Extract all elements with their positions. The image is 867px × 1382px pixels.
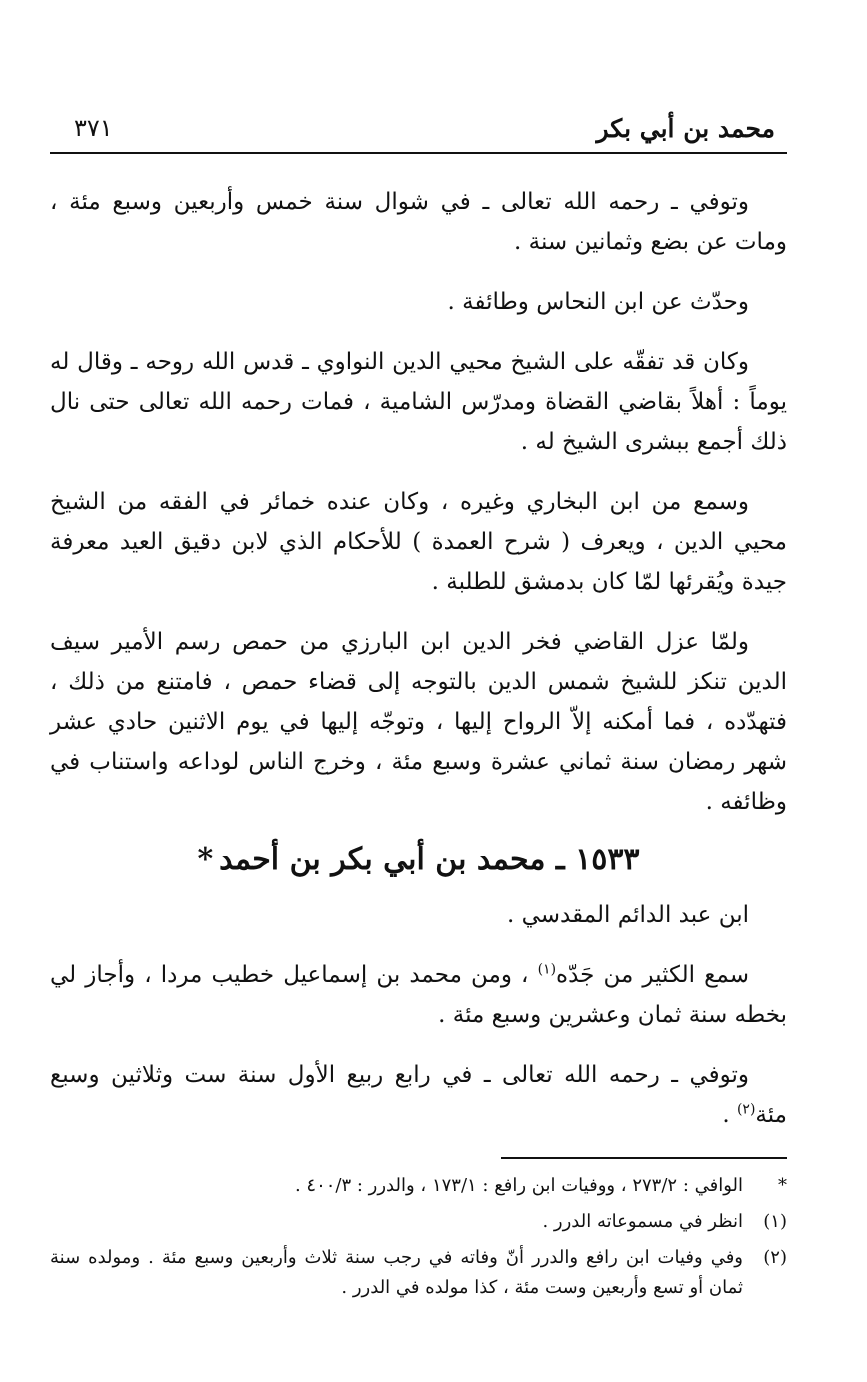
footnote-marker: * (778, 1175, 787, 1196)
running-header (50, 100, 787, 154)
paragraph-hearing: وسمع من ابن البخاري وغيره ، وكان عنده خمائر في الفقه من الشيخ محيي الدين ، ويعرف ( شرح العمدة ) للأحكام الذي لابن دقيق العيد معرفة جيدة ويُقرئها لمّا كان بدمشق للطلبة . (50, 489, 787, 595)
paragraph-death-date-2-text-b: . (722, 1102, 737, 1128)
footnote-marker: (١) (763, 1211, 787, 1232)
paragraph-hearing-2 (50, 955, 787, 1035)
entry-heading-footnote-mark: * (197, 842, 214, 877)
paragraph-death-date-2-text-a: وتوفي ـ رحمه الله تعالى ـ في رابع ربيع الأول سنة ست وثلاثين وسبع مئة (50, 1062, 787, 1128)
paragraph-narration: وحدّث عن ابن النحاس وطائفة . (447, 289, 749, 315)
entry-heading (50, 842, 787, 877)
footnote-text: الوافي : ٢٧٣/٢ ، ووفيات ابن رافع : ١٧٣/١ ، والدرر : ٤٠٠/٣ . (294, 1175, 743, 1196)
footnotes (50, 1171, 787, 1303)
footnote-marker: (٢) (763, 1247, 787, 1268)
book-page (50, 100, 787, 1309)
paragraph-hearing-2-text-b: ، ومن محمد بن إسماعيل خطيب مردا ، وأجاز لي بخطه سنة ثمان وعشرين وسبع مئة . (50, 962, 787, 1028)
footnote-text: انظر في مسموعاته الدرر . (542, 1211, 743, 1232)
paragraph-studies: وكان قد تفقّه على الشيخ محيي الدين النواوي ـ قدس الله روحه ـ وقال له يوماً : أهلاً بقاضي القضاة ومدرّس الشامية ، فمات رحمه الله تعالى حتى نال ذلك أجمع ببشرى الشيخ له . (50, 349, 787, 455)
paragraph-lineage: ابن عبد الدائم المقدسي . (506, 902, 749, 928)
footnote-ref-2[interactable]: (٢) (736, 1101, 756, 1118)
footnote-item (50, 1171, 787, 1201)
footnote-divider (501, 1157, 787, 1159)
entry-heading-text: ١٥٣٣ ـ محمد بن أبي بكر بن أحمد (219, 842, 640, 877)
paragraph-death-date-2 (50, 1055, 787, 1135)
footnote-item (50, 1243, 787, 1303)
paragraph-hearing-2-text-a: سمع الكثير من جَدّه (556, 962, 749, 988)
footnote-ref-1[interactable]: (١) (537, 961, 557, 978)
page-number: ٣٧١ (74, 114, 113, 142)
footnote-text: وفي وفيات ابن رافع والدرر أنّ وفاته في رجب سنة ثلاث وأربعين وسبع مئة . ومولده سنة ثمان أو تسع وأربعين وست مئة ، كذا مولده في الدرر . (50, 1247, 743, 1298)
footnote-item (50, 1207, 787, 1237)
paragraph-judgeship: ولمّا عزل القاضي فخر الدين ابن البارزي من حمص رسم الأمير سيف الدين تنكز للشيخ شمس الدين بالتوجه إلى قضاء حمص ، فامتنع من ذلك ، فتهدّده ، فما أمكنه إلاّ الرواح إليها ، وتوجّه إليها في يوم الاثنين حادي عشر شهر رمضان سنة ثماني عشرة وسبع مئة ، وخرج الناس لوداعه واستناب في وظائفه . (50, 629, 787, 815)
paragraph-death-date: وتوفي ـ رحمه الله تعالى ـ في شوال سنة خمس وأربعين وسبع مئة ، ومات عن بضع وثمانين سنة . (50, 189, 787, 255)
running-title: محمد بن أبي بكر (596, 114, 775, 143)
body-text (50, 182, 787, 1135)
